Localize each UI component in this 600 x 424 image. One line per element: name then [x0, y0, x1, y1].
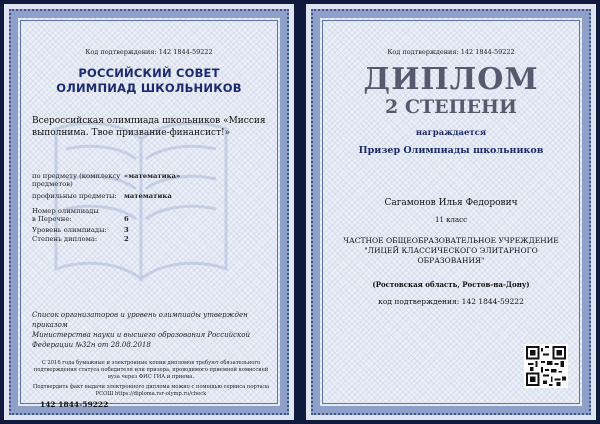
org-title-line2: ОЛИМПИАД ШКОЛЬНИКОВ: [56, 81, 242, 95]
profile-label: профильные предметы:: [32, 192, 117, 200]
prize-title: Призер Олимпиады школьников: [358, 145, 544, 156]
confirmation-code-top: Код подтверждения: 142 1844-59222: [387, 48, 515, 56]
number-value: 6: [124, 215, 129, 223]
level-row: [32, 226, 282, 234]
profile-value: математика: [124, 192, 172, 200]
qr-code-icon: [524, 344, 568, 388]
student-name: Сагамонов Илья Федорович: [384, 198, 518, 208]
diploma-left-page: [4, 4, 294, 420]
bottom-confirmation-code: 142 1844-59222: [40, 400, 109, 409]
fine-print-line1: С 2016 года бумажные и электронные копии дипломов требуют обязательного подтверждения статуса победителя или призера, проводимого приемной комиссией вуза через ФИС ГИА и приема.: [33, 360, 269, 380]
degree-heading: 2 СТЕПЕНИ: [385, 96, 517, 118]
level-label: Уровень олимпиады:: [32, 226, 107, 234]
approval-note-line2: Министерства науки и высшего образования Российской Федерации №32н от 28.08.2018: [32, 331, 250, 349]
profile-row: [32, 192, 282, 200]
number-label: Номер олимпиады в Перечне:: [32, 207, 99, 223]
degree-label: Степень диплома:: [32, 235, 98, 243]
confirmation-code-top: Код подтверждения: 142 1844-59222: [85, 48, 213, 56]
qr-code-graphic: [526, 346, 566, 386]
school-region: (Ростовская область, Ростов-на-Дону): [372, 280, 530, 289]
org-title-line1: РОССИЙСКИЙ СОВЕТ: [78, 66, 220, 80]
level-value: 3: [124, 226, 129, 234]
school-name: ЧАСТНОЕ ОБЩЕОБРАЗОВАТЕЛЬНОЕ УЧРЕЖДЕНИЕ "ЛИЦЕЙ КЛАССИЧЕСКОГО ЭЛИТАРНОГО ОБРАЗОВАНИЯ": [343, 236, 559, 265]
confirmation-code-bottom: код подтверждения: 142 1844-59222: [378, 297, 524, 306]
fine-print: [28, 360, 274, 398]
approval-note: [32, 310, 272, 350]
subject-label: по предмету (комплексу предметов): [32, 172, 121, 188]
organization-title: [4, 66, 294, 96]
diploma-heading: ДИПЛОМ: [363, 62, 539, 97]
subject-value: «математика»: [124, 172, 181, 180]
degree-row: [32, 235, 282, 243]
fine-print-line2: Подтвердить факт выдачи электронного диплома можно с помощью сервиса портала РСОШ https://diploma.rsr-olymp.ru/check: [32, 384, 270, 397]
degree-value: 2: [124, 235, 129, 243]
subject-row: [32, 172, 282, 188]
diploma-right-page: [306, 4, 596, 420]
awarded-text: награждается: [415, 128, 487, 138]
student-class: 11 класс: [435, 216, 467, 224]
olympiad-name: Всероссийская олимпиада школьников «Миссия выполнима. Твое призвание-финансист!»: [32, 116, 266, 138]
approval-note-line1: Список организаторов и уровень олимпиады утвержден приказом: [32, 311, 248, 329]
number-row: [32, 207, 282, 223]
